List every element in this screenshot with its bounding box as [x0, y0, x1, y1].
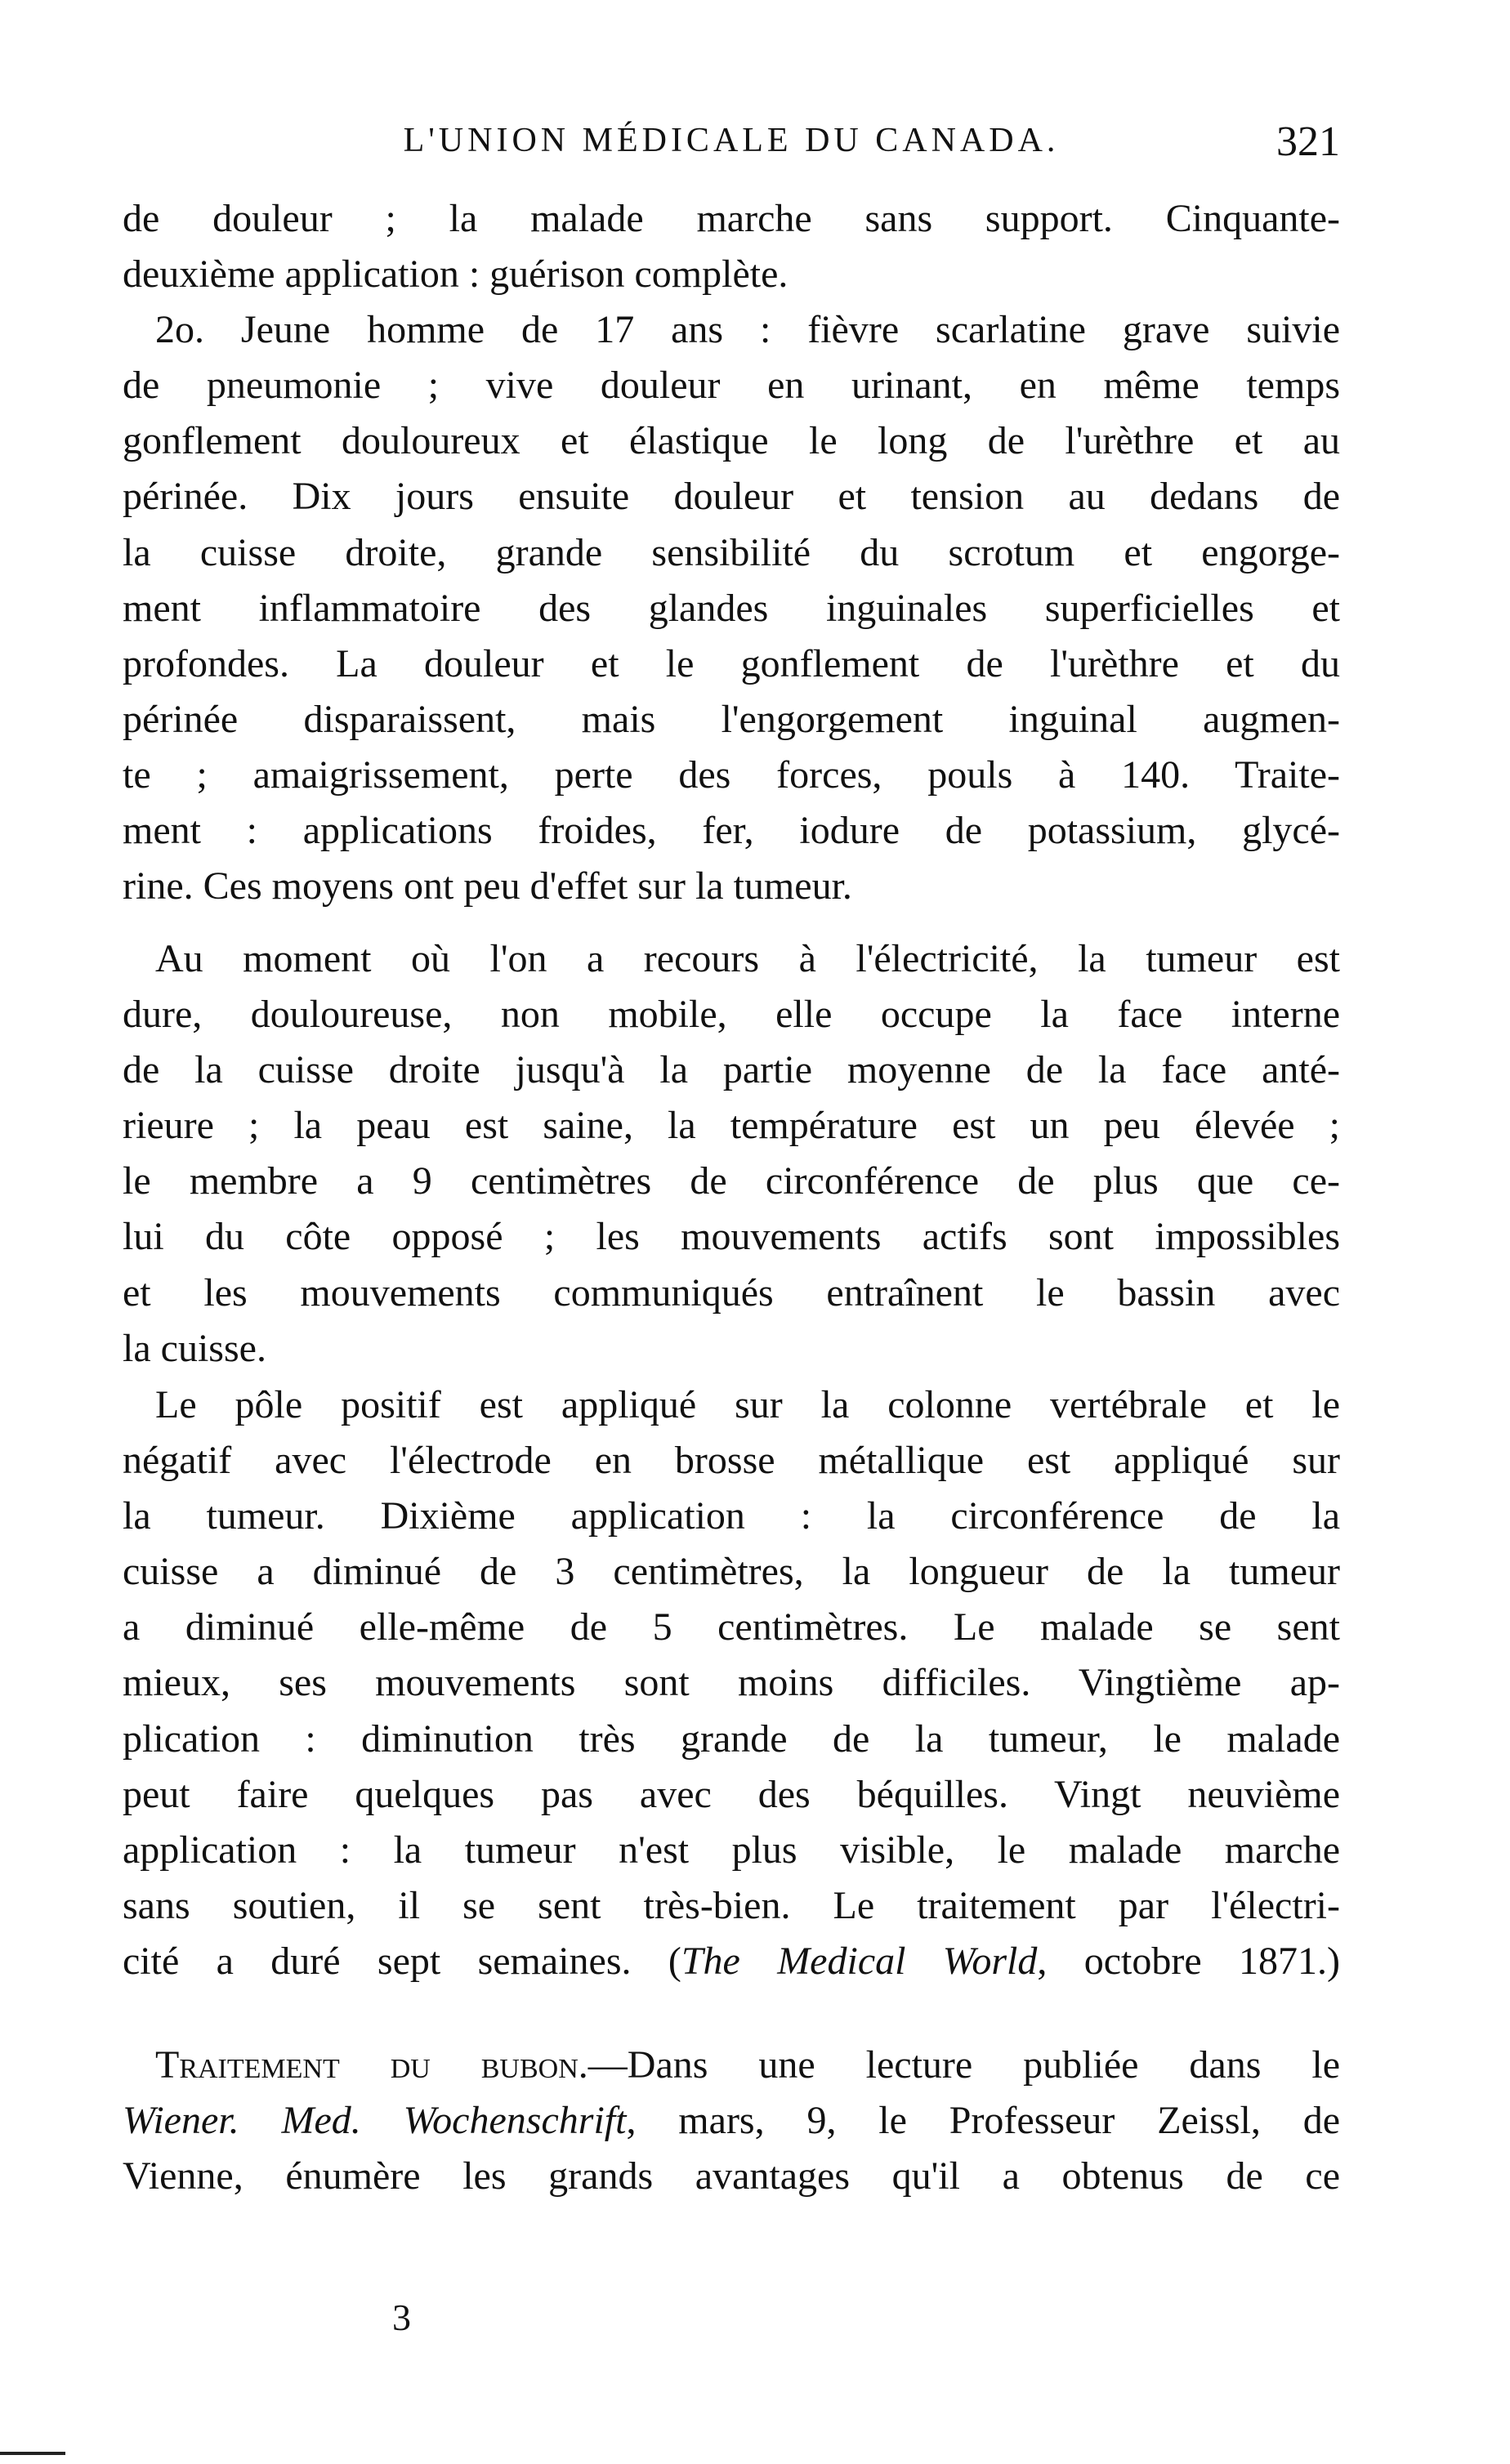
section-bubon [123, 2038, 1340, 2204]
citation-close: , octobre 1871.) [1037, 1939, 1340, 1983]
text-line: sans soutien, il se sent très-bien. Le traitement par l'électri- [123, 1883, 1340, 1927]
text-line: rine. Ces moyens ont peu d'effet sur la tumeur. [123, 864, 852, 908]
citation-journal: The Medical World [681, 1939, 1038, 1983]
text-line: application : la tumeur n'est plus visible, le malade marche [123, 1828, 1340, 1872]
text-line: dure, douloureuse, non mobile, elle occupe la face interne [123, 993, 1340, 1037]
text-line: le membre a 9 centimètres de circonférence de plus que ce- [123, 1159, 1340, 1203]
signature-mark: 3 [392, 2297, 411, 2338]
page-header [123, 118, 1340, 178]
text-line: négatif avec l'électrode en brosse métallique est appliqué sur [123, 1439, 1340, 1483]
page-number: 321 [1276, 118, 1340, 165]
text-line: a diminué elle-même de 5 centimètres. Le malade se sent [123, 1605, 1340, 1649]
text-line: Le pôle positif est appliqué sur la colonne vertébrale et le [155, 1383, 1340, 1426]
journal-name: Wiener. Med. Wochenschrift [123, 2099, 627, 2143]
text-line: de pneumonie ; vive douleur en urinant, en même temps [123, 364, 1340, 408]
text-line: Au moment où l'on a recours à l'électricité, la tumeur est [155, 937, 1340, 980]
text-line: ment inflammatoire des glandes inguinales superficielles et [123, 586, 1340, 630]
text-line: lui du côte opposé ; les mouvements actifs sont impossibles [123, 1215, 1340, 1259]
text-line: Vienne, énumère les grands avantages qu'il a obtenus de ce [123, 2154, 1340, 2198]
citation-open: ( [631, 1939, 681, 1983]
text-line-citation [123, 1934, 1340, 1989]
text-line [123, 2038, 1340, 2093]
paragraph-case-2 [123, 191, 1340, 914]
footer-rule [0, 2452, 65, 2455]
text-line: te ; amaigrissement, perte des forces, pouls à 140. Traite- [123, 752, 1340, 797]
text-line: mieux, ses mouvements sont moins difficiles. Vingtième ap- [123, 1661, 1340, 1705]
text-segment: cité a duré sept semaines. [123, 1939, 632, 1983]
text-line: de douleur ; la malade marche sans support. Cinquante- [123, 197, 1340, 240]
text-line: la tumeur. Dixième application : la circonférence de la [123, 1494, 1340, 1538]
text-segment: —Dans une lecture publiée dans le [587, 2043, 1340, 2087]
section-heading: Traitement du bubon. [155, 2043, 588, 2087]
text-line: plication : diminution très grande de la tumeur, le malade [123, 1716, 1340, 1761]
text-line: la cuisse droite, grande sensibilité du scrotum et engorge- [123, 530, 1340, 574]
text-line: et les mouvements communiqués entraînent le bassin avec [123, 1270, 1340, 1315]
text-line: gonflement douloureux et élastique le long de l'urèthre et au [123, 419, 1340, 463]
text-line: de la cuisse droite jusqu'à la partie moyenne de la face anté- [123, 1048, 1340, 1092]
text-line: la cuisse. [123, 1326, 266, 1370]
text-segment: , mars, 9, le Professeur Zeissl, de [626, 2099, 1340, 2143]
running-head: L'UNION MÉDICALE DU CANADA. [403, 122, 1060, 159]
text-line: 2o. Jeune homme de 17 ans : fièvre scarlatine grave suivie [155, 308, 1340, 352]
text-line: cuisse a diminué de 3 centimètres, la longueur de la tumeur [123, 1550, 1340, 1594]
text-line: deuxième application : guérison complète. [123, 252, 789, 297]
text-line: profondes. La douleur et le gonflement de l'urèthre et du [123, 641, 1340, 685]
text-line: peut faire quelques pas avec des béquilles. Vingt neuvième [123, 1772, 1340, 1816]
text-line: ment : applications froides, fer, iodure de potassium, glycé- [123, 809, 1340, 853]
text-line: rieure ; la peau est saine, la température est un peu élevée ; [123, 1104, 1340, 1148]
text-line: périnée disparaissent, mais l'engorgement inguinal augmen- [123, 697, 1340, 741]
text-line [123, 2093, 1340, 2149]
paragraph-tumor-description [123, 931, 1340, 1377]
text-line: périnée. Dix jours ensuite douleur et tension au dedans de [123, 475, 1340, 519]
paragraph-treatment [123, 1377, 1340, 1989]
